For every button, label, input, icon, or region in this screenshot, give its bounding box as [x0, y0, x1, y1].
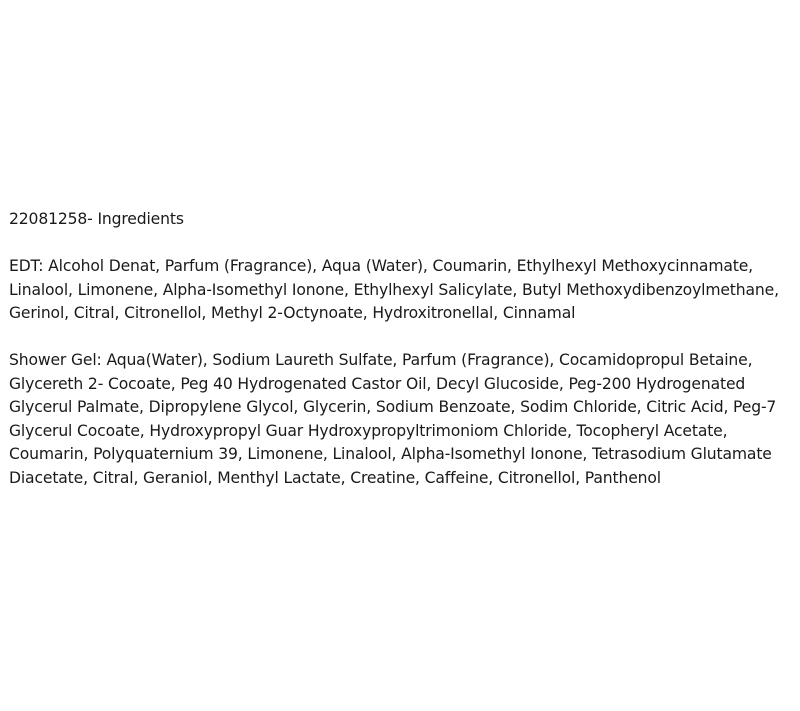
shower-gel-ingredients-paragraph: Shower Gel: Aqua(Water), Sodium Laureth Sulfate, Parfum (Fragrance), Cocamidopropul Betaine, Glycereth 2- Cocoate, Peg 40 Hydrogenated Castor Oil, Decyl Glucoside, Peg-200 Hydrogenated Glycerul Palmate, Dipropylene Glycol, Glycerin, Sodium Benzoate, Sodim Chloride, Citric Acid, Peg-7 Glycerul Cocoate, Hydroxypropyl Guar Hydroxypropyltrimoniom Chloride, Tocopheryl Acetate, Coumarin, Polyquaternium 39, Limonene, Linalool, Alpha-Isomethyl Ionone, Tetrasodium Glutamate Diacetate, Citral, Geraniol, Menthyl Lactate, Creatine, Caffeine, Citronellol, Panthenol	[9, 351, 777, 487]
ingredients-document	[9, 208, 791, 514]
edt-ingredients-paragraph: EDT: Alcohol Denat, Parfum (Fragrance), Aqua (Water), Coumarin, Ethylhexyl Methoxycinnamate, Linalool, Limonene, Alpha-Isomethyl Ionone, Ethylhexyl Salicylate, Butyl Methoxydibenzoylmethane, Gerinol, Citral, Citronellol, Methyl 2-Octynoate, Hydroxitronellal, Cinnamal	[9, 257, 779, 322]
document-heading: 22081258- Ingredients	[9, 210, 184, 228]
